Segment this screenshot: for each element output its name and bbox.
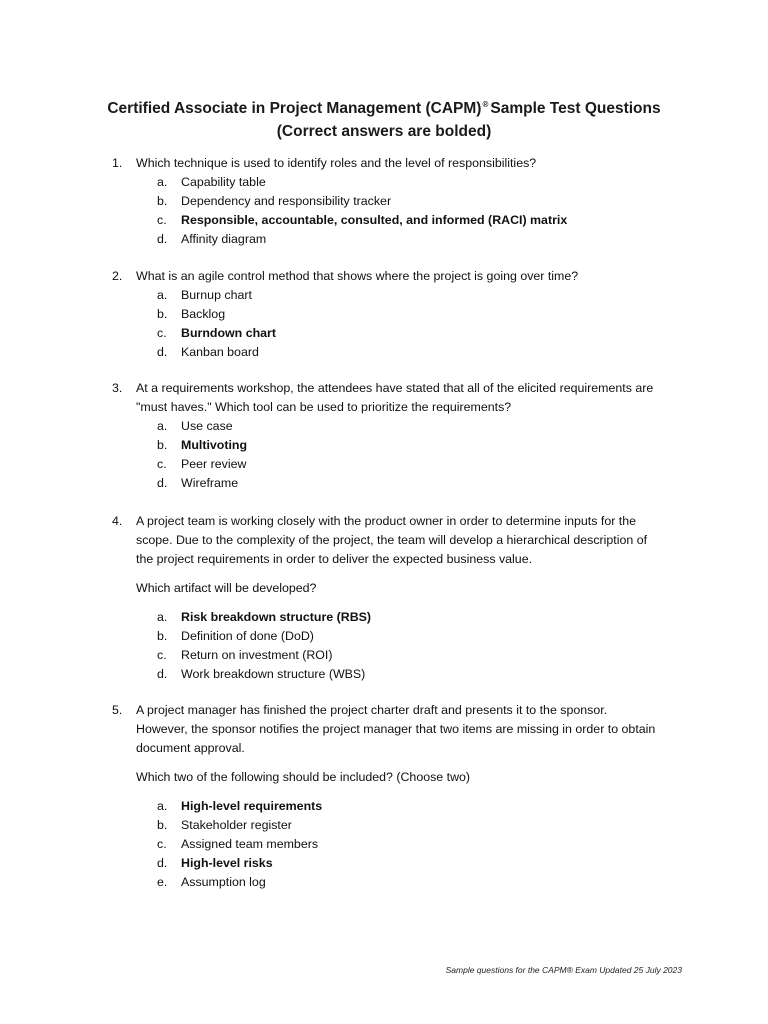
option: a. Burnup chart bbox=[157, 288, 252, 302]
question-number: 3. bbox=[112, 381, 123, 395]
question-4 bbox=[0, 512, 768, 684]
option-correct: d. High-level risks bbox=[157, 856, 273, 870]
page-footer: Sample questions for the CAPM® Exam Updated 25 July 2023 bbox=[445, 965, 682, 975]
question-prompt: Which artifact will be developed? bbox=[136, 581, 317, 595]
question-stem: Which technique is used to identify roles and the level of responsibilities? bbox=[136, 156, 537, 170]
title-line-1: Certified Associate in Project Management (CAPM)® Sample Test Questions bbox=[107, 100, 661, 118]
question-stem: At a requirements workshop, the attendees have stated that all of the elicited requirements are bbox=[136, 381, 654, 395]
question-stem: What is an agile control method that shows where the project is going over time? bbox=[136, 269, 579, 283]
option: c. Return on investment (ROI) bbox=[157, 648, 333, 662]
option: b. Backlog bbox=[157, 307, 226, 321]
question-5 bbox=[0, 701, 768, 892]
page-title bbox=[0, 93, 768, 143]
question-number: 5. bbox=[112, 703, 123, 717]
option: c. Assigned team members bbox=[157, 837, 319, 851]
option: d. Kanban board bbox=[157, 345, 259, 359]
question-stem: A project team is working closely with the product owner in order to determine inputs for the bbox=[136, 514, 636, 528]
question-prompt: Which two of the following should be included? (Choose two) bbox=[136, 770, 471, 784]
question-stem-continued: scope. Due to the complexity of the project, the team will develop a hierarchical description of bbox=[136, 533, 648, 547]
question-number: 2. bbox=[112, 269, 123, 283]
option-correct: c. Burndown chart bbox=[157, 326, 276, 340]
option: a. Use case bbox=[157, 419, 233, 433]
question-stem-continued: However, the sponsor notifies the project manager that two items are missing in order to obtain bbox=[136, 722, 656, 736]
option: b. Dependency and responsibility tracker bbox=[157, 194, 392, 208]
question-1 bbox=[0, 154, 768, 249]
option: d. Wireframe bbox=[157, 476, 239, 490]
option-correct: c. Responsible, accountable, consulted, and informed (RACI) matrix bbox=[157, 213, 568, 227]
option: d. Work breakdown structure (WBS) bbox=[157, 667, 366, 681]
option: e. Assumption log bbox=[157, 875, 266, 889]
question-stem: A project manager has finished the project charter draft and presents it to the sponsor. bbox=[136, 703, 608, 717]
option: b. Stakeholder register bbox=[157, 818, 292, 832]
question-stem-continued: the project requirements in order to deliver the expected business value. bbox=[136, 552, 533, 566]
title-line-2: (Correct answers are bolded) bbox=[276, 123, 492, 141]
question-number: 1. bbox=[112, 156, 123, 170]
question-3 bbox=[0, 379, 768, 493]
option: b. Definition of done (DoD) bbox=[157, 629, 314, 643]
option: d. Affinity diagram bbox=[157, 232, 267, 246]
option: a. Capability table bbox=[157, 175, 266, 189]
question-number: 4. bbox=[112, 514, 123, 528]
registered-mark: ® bbox=[482, 100, 489, 109]
option: c. Peer review bbox=[157, 457, 247, 471]
option-correct: b. Multivoting bbox=[157, 438, 248, 452]
question-stem-continued: "must haves." Which tool can be used to prioritize the requirements? bbox=[136, 400, 512, 414]
question-2 bbox=[0, 267, 768, 362]
option-correct: a. High-level requirements bbox=[157, 799, 323, 813]
question-stem-continued: document approval. bbox=[136, 741, 245, 755]
option-correct: a. Risk breakdown structure (RBS) bbox=[157, 610, 372, 624]
